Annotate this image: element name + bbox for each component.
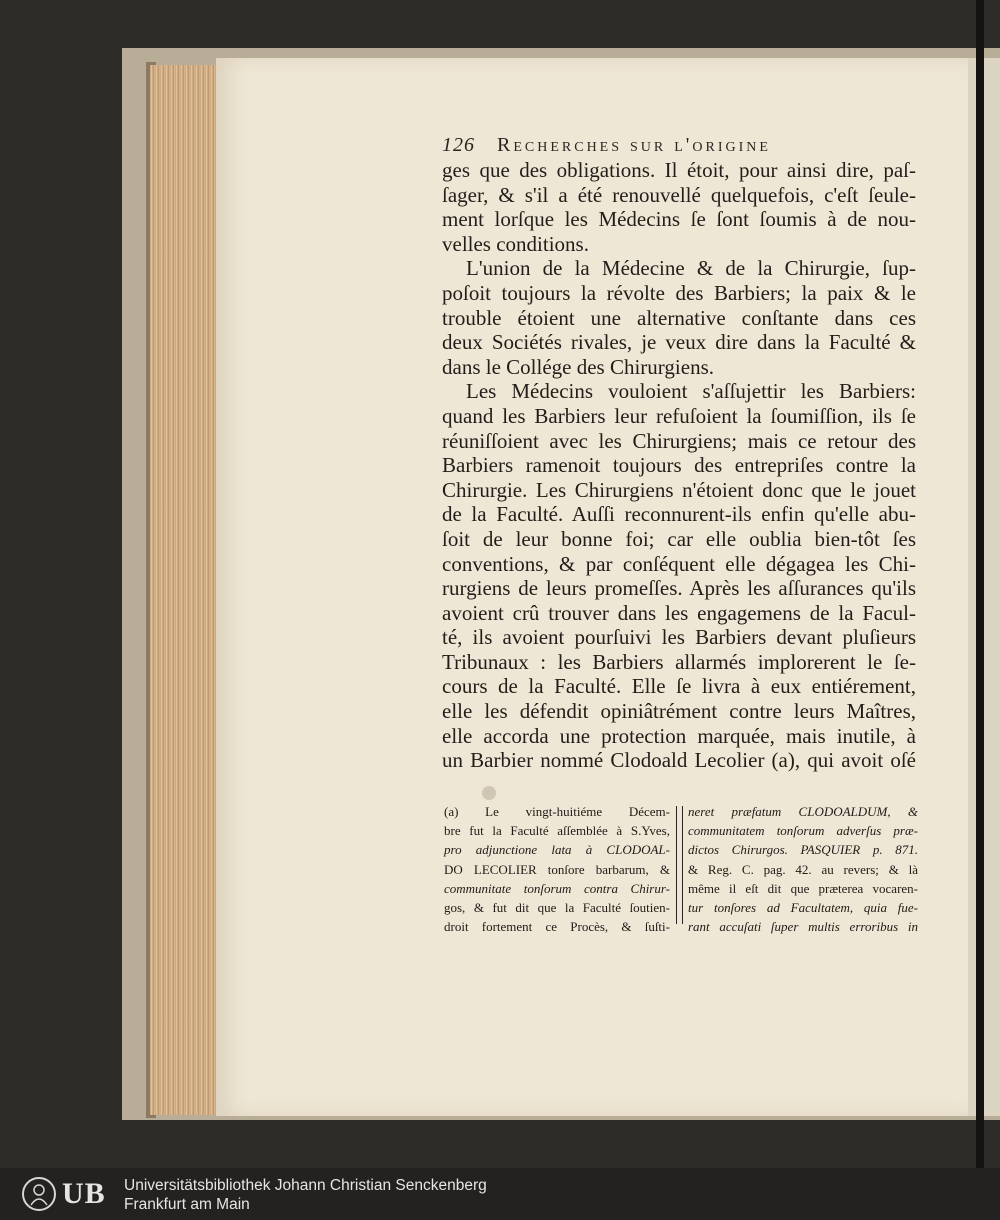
footnote-line: (a) Le vingt-huitiéme Décem- [444, 804, 670, 819]
text-line: trouble étoient une alternative conſtante dans ces [442, 305, 916, 330]
text-line: Barbiers ramenoit toujours des entrepriſes contre la [442, 453, 916, 478]
text-line: velles conditions. [442, 231, 589, 256]
institution-name [124, 1176, 487, 1214]
text-line: rurgiens de leurs promeſſes. Après les aſſurances qu'ils [442, 576, 916, 601]
page-number: 126 [442, 134, 475, 156]
text-line: Les Médecins vouloient s'aſſujettir les Barbiers: [466, 379, 916, 404]
footnote-line: bre fut la Faculté aſſemblée à S.Yves, [444, 823, 670, 839]
seal-icon [22, 1177, 56, 1211]
text-line: té, ils avoient pourſuivi les Barbiers devant pluſieurs [442, 625, 916, 650]
footnote-line: neret præfatum CLODOALDUM, & [688, 804, 918, 819]
ink-smudge [482, 786, 496, 800]
text-line: réuniſſoient avec les Chirurgiens; mais ce retour des [442, 428, 916, 453]
text-line: Chirurgie. Les Chirurgiens n'étoient donc que le jouet [442, 477, 916, 502]
footnote-right-column [688, 802, 918, 936]
ub-logo-text: UB [62, 1177, 106, 1210]
footnote-line: tur tonſores ad Facultatem, quia fue- [688, 900, 918, 916]
footnote-line: rant accuſati ſuper multis erroribus in [688, 919, 918, 935]
institution-line-2: Frankfurt am Main [124, 1196, 250, 1213]
text-line: ſager, & s'il a été renouvellé quelquefois, c'eſt ſeule- [442, 182, 916, 207]
paragraph-2 [442, 256, 916, 379]
footnote-line: communitate tonſorum contra Chirur- [444, 880, 670, 896]
page-edges [150, 65, 218, 1115]
text-line: ſoit de leur bonne foi; car elle oublia bien-tôt ſes [442, 526, 916, 551]
text-line: de la Faculté. Auſſi reconnurent-ils enfin qu'elle abu- [442, 502, 916, 527]
text-line: poſoit toujours la révolte des Barbiers; la paix & le [442, 280, 916, 305]
paragraph-1 [442, 158, 916, 256]
text-line: cours de la Faculté. Elle ſe livra à eux entiérement, [442, 674, 916, 699]
text-line: ment lorſque les Médecins ſe ſont ſoumis à de nou- [442, 207, 916, 232]
paragraph-3 [442, 379, 916, 773]
text-line: avoient crû trouver dans les engagemens de la Facul- [442, 600, 916, 625]
footnote-line: même il eſt dit que præterea vocaren- [688, 880, 918, 896]
text-line: dans le Collége des Chirurgiens. [442, 354, 714, 379]
footnote-column-divider [676, 806, 683, 924]
ub-logo[interactable] [22, 1177, 114, 1211]
text-line: deux Sociétés rivales, je veux dire dans la Faculté & [442, 330, 916, 355]
footnote-line: communitatem tonſorum adverſus præ- [688, 823, 918, 839]
text-line: ges que des obligations. Il étoit, pour ainsi dire, paſ- [442, 158, 916, 182]
library-footer-bar [0, 1168, 1000, 1220]
footnote-line: & Reg. C. pag. 42. au revers; & là [688, 861, 918, 877]
running-head-title: Recherches sur l'origine [497, 134, 771, 156]
text-line: L'union de la Médecine & de la Chirurgie, ſup- [466, 256, 916, 281]
running-head [442, 134, 922, 157]
footnote-line: pro adjunctione lata à CLODOAL- [444, 842, 670, 858]
main-text [442, 158, 916, 773]
institution-line-1: Universitätsbibliothek Johann Christian Senckenberg [124, 1177, 487, 1194]
footnote-line: gos, & fut dit que la Faculté ſoutien- [444, 900, 670, 916]
footnote-line: dictos Chirurgos. PASQUIER p. 871. [688, 842, 918, 858]
footnote-line: DO LECOLIER tonſore barbarum, & [444, 861, 670, 877]
text-line: Tribunaux : les Barbiers allarmés implorerent le ſe- [442, 649, 916, 674]
text-line: elle les défendit opiniâtrément contre leurs Maîtres, [442, 699, 916, 724]
text-line: un Barbier nommé Clodoald Lecolier (a), qui avoit oſé [442, 748, 916, 773]
text-line: elle accorda une protection marquée, mais inutile, à [442, 723, 916, 748]
gutter-shadow [976, 0, 984, 1168]
facing-page-strip [968, 58, 1000, 1116]
footnote-line: droit fortement ce Procès, & ſuſti- [444, 919, 670, 935]
footnote-left-column [444, 802, 670, 936]
text-line: quand les Barbiers leur refuſoient la ſoumiſſion, ils ſe [442, 403, 916, 428]
text-line: conventions, & par conſéquent elle dégagea les Chi- [442, 551, 916, 576]
